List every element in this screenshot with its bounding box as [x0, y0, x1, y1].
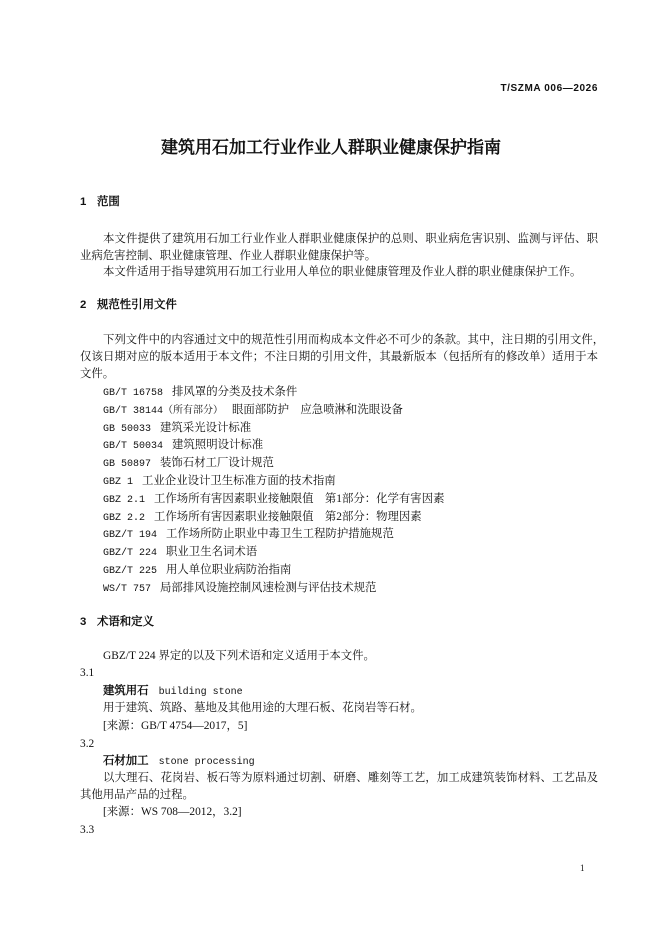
section-3-heading: 术语和定义	[97, 616, 154, 628]
reference-title: 用人单位职业病防治指南	[166, 563, 292, 576]
reference-code: GB/T 38144（所有部分）	[103, 405, 224, 417]
reference-code: GB 50897	[103, 459, 152, 471]
reference-item	[103, 544, 444, 562]
page-number: 1	[580, 863, 585, 873]
section-1-paragraph-2-line-1: 本文件适用于指导建筑用石加工行业用人单位的职业健康管理及作业人群的职业健康保护工作。	[103, 266, 582, 278]
reference-item	[103, 491, 444, 509]
section-1-number: 1	[80, 196, 87, 208]
section-1-paragraph-1-line-2: 业病危害控制、职业健康管理、作业人群职业健康保护等。	[80, 250, 377, 262]
reference-item	[103, 473, 444, 491]
reference-item	[103, 420, 444, 438]
term-definition-line: 其他用品产品的过程。	[80, 789, 194, 801]
reference-title: 眼面部防护 应急喷淋和洗眼设备	[232, 403, 403, 416]
reference-item	[103, 384, 444, 402]
term-english: building stone	[158, 687, 243, 698]
section-3-intro: GBZ/T 224 界定的以及下列术语和定义适用于本文件。	[103, 650, 375, 662]
term-source: [来源：GB/T 4754—2017，5]	[103, 720, 248, 732]
reference-item	[103, 526, 444, 544]
reference-title: 排风罩的分类及技术条件	[172, 386, 298, 398]
reference-code: GB/T 16758	[103, 388, 164, 399]
reference-title: 建筑照明设计标准	[172, 439, 264, 452]
term-english: stone processing	[158, 757, 255, 768]
section-2-paragraph-line-3: 文件。	[80, 368, 115, 380]
term-definition-line: 以大理石、花岗岩、板石等为原料通过切割、研磨、雕刻等工艺，加工成建筑装饰材料、工艺品及	[103, 772, 598, 784]
reference-code: WS/T 757	[103, 583, 152, 595]
reference-item	[103, 402, 444, 420]
term-heading	[103, 753, 255, 771]
term-number: 3.1	[80, 667, 95, 679]
section-1-heading: 范围	[97, 196, 120, 208]
reference-title: 职业卫生名词术语	[166, 546, 258, 559]
reference-title: 工作场所有害因素职业接触限值 第1部分：化学有害因素	[154, 492, 445, 505]
section-2-heading: 规范性引用文件	[97, 299, 177, 311]
term-chinese: 建筑用石	[103, 685, 149, 697]
term-definition-line: 用于建筑、筑路、墓地及其他用途的大理石板、花岗岩等石材。	[103, 702, 422, 714]
section-1-paragraph-1-line-1: 本文件提供了建筑用石加工行业作业人群职业健康保护的总则、职业病危害识别、监测与评估、职	[103, 233, 598, 245]
reference-item	[103, 509, 444, 527]
reference-code: GBZ/T 225	[103, 565, 158, 577]
term-number: 3.3	[80, 824, 95, 836]
document-number: T/SZMA 006—2026	[500, 83, 598, 94]
section-2-number: 2	[80, 299, 87, 311]
reference-title: 局部排风设施控制风速检测与评估技术规范	[160, 581, 377, 594]
reference-title: 装饰石材工厂设计规范	[160, 457, 274, 470]
reference-item	[103, 562, 444, 580]
reference-title: 工业企业设计卫生标准方面的技术指南	[142, 474, 336, 487]
reference-title: 工作场所防止职业中毒卫生工程防护措施规范	[166, 528, 394, 541]
term-chinese: 石材加工	[103, 755, 149, 767]
section-3-number: 3	[80, 616, 87, 628]
normative-references-list	[103, 384, 444, 598]
reference-item	[103, 580, 444, 598]
reference-code: GBZ 1	[103, 476, 134, 488]
reference-code: GBZ 2.2	[103, 512, 146, 524]
term-heading	[103, 683, 243, 701]
section-2-paragraph-line-2: 仅该日期对应的版本适用于本文件；不注日期的引用文件，其最新版本（包括所有的修改单）适用于本	[80, 351, 598, 363]
reference-code: GB/T 50034	[103, 441, 164, 453]
reference-item	[103, 455, 444, 473]
reference-title: 工作场所有害因素职业接触限值 第2部分：物理因素	[154, 510, 422, 523]
reference-code: GBZ/T 194	[103, 530, 158, 542]
section-2-paragraph-line-1: 下列文件中的内容通过文中的规范性引用而构成本文件必不可少的条款。其中，注日期的引用文件，	[103, 334, 605, 346]
reference-title: 建筑采光设计标准	[160, 421, 252, 434]
term-source: [来源：WS 708—2012，3.2]	[103, 806, 242, 818]
reference-code: GB 50033	[103, 423, 152, 435]
term-number: 3.2	[80, 738, 95, 750]
reference-code: GBZ/T 224	[103, 548, 158, 560]
reference-code: GBZ 2.1	[103, 494, 146, 506]
document-title: 建筑用石加工行业作业人群职业健康保护指南	[161, 138, 501, 157]
reference-item	[103, 437, 444, 455]
